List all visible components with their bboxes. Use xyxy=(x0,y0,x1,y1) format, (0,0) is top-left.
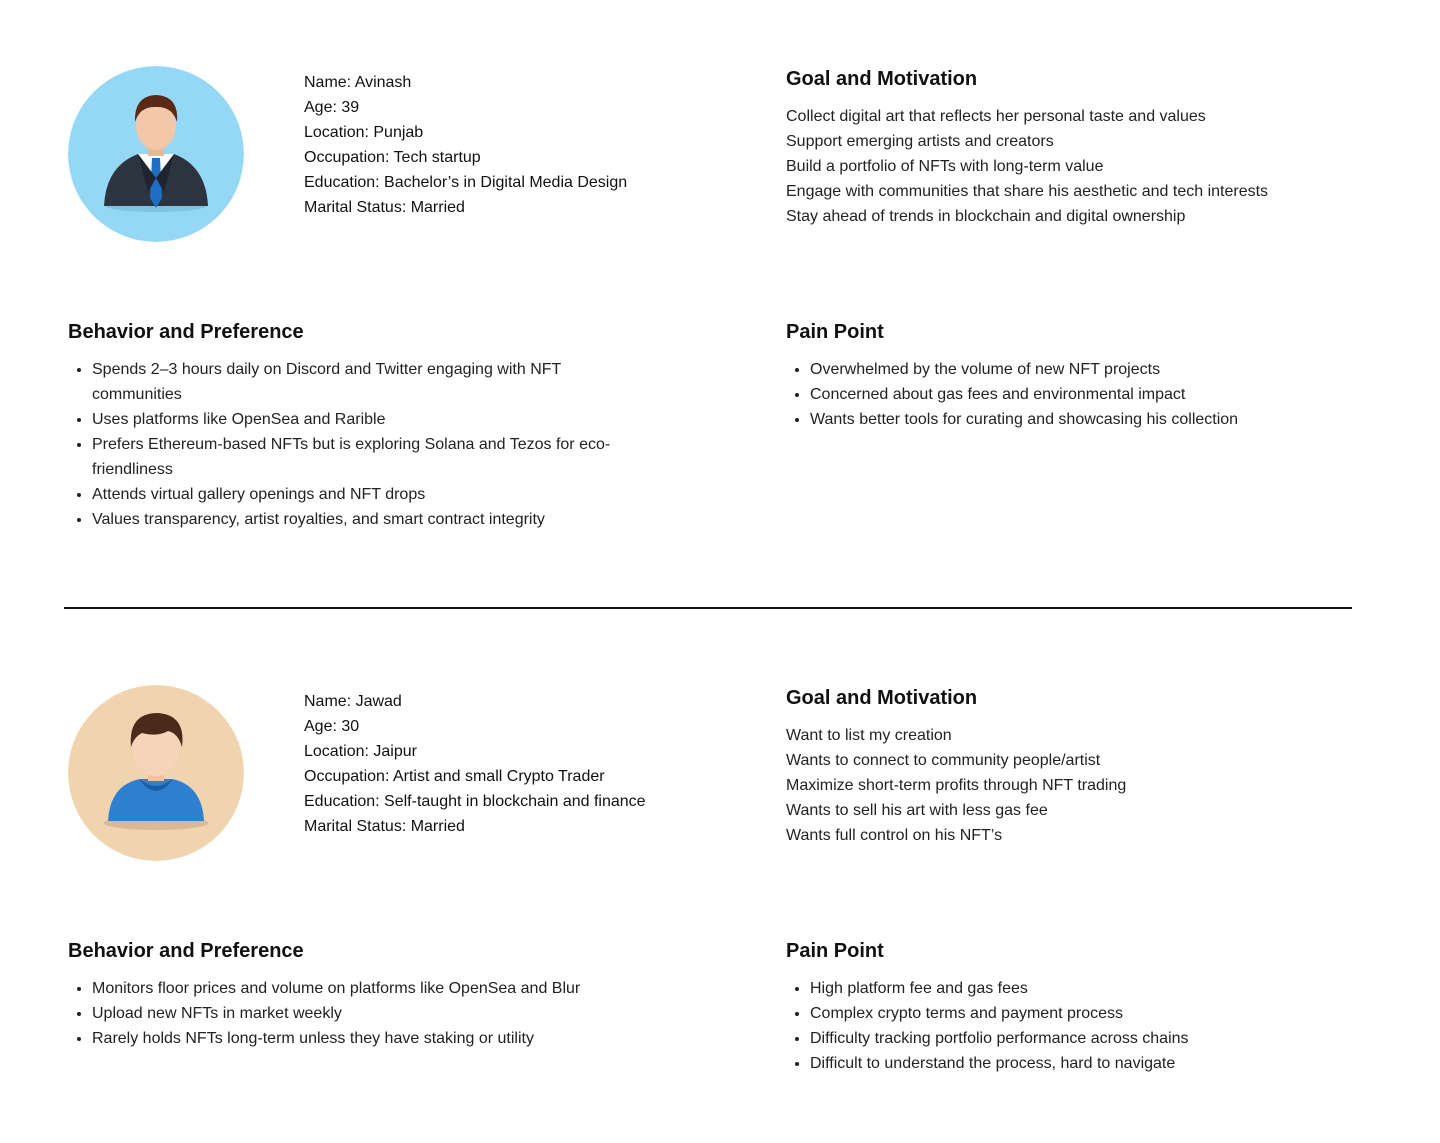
persona-name: Name: Avinash xyxy=(304,74,412,91)
persona-age: Age: 30 xyxy=(304,718,360,735)
pain-item: • Concerned about gas fees and environmental impact xyxy=(810,382,1386,407)
persona-occupation: Occupation: Artist and small Crypto Trader xyxy=(304,768,605,785)
persona-education: Education: Bachelor’s in Digital Media Design xyxy=(304,174,628,191)
persona-education: Education: Self-taught in blockchain and finance xyxy=(304,793,646,810)
pain-item: • Difficulty tracking portfolio performance across chains xyxy=(810,1026,1386,1051)
behavior-heading: Behavior and Preference xyxy=(68,940,304,962)
persona-occupation: Occupation: Tech startup xyxy=(304,149,481,166)
behavior-section xyxy=(68,938,688,1051)
persona-marital-status: Marital Status: Married xyxy=(304,199,465,216)
pain-item: • High platform fee and gas fees xyxy=(810,976,1386,1001)
behavior-item: • Upload new NFTs in market weekly xyxy=(92,1001,688,1026)
goal-item: Stay ahead of trends in blockchain and digital ownership xyxy=(786,208,1186,225)
persona-location: Location: Jaipur xyxy=(304,743,417,760)
goal-item: Want to list my creation xyxy=(786,727,952,744)
behavior-item: • Uses platforms like OpenSea and Rarible xyxy=(92,407,628,432)
goal-item: Wants to connect to community people/artist xyxy=(786,752,1101,769)
behavior-item: • Values transparency, artist royalties, and smart contract integrity xyxy=(92,507,628,532)
goal-section xyxy=(786,66,1268,229)
pain-heading: Pain Point xyxy=(786,940,884,962)
pain-section xyxy=(786,938,1386,1076)
section-divider xyxy=(64,607,1352,609)
persona-location: Location: Punjab xyxy=(304,124,424,141)
pain-section xyxy=(786,319,1386,432)
businessman-avatar-icon xyxy=(68,66,244,242)
behavior-item: • Attends virtual gallery openings and NFT drops xyxy=(92,482,628,507)
persona-name: Name: Jawad xyxy=(304,693,402,710)
goal-item: Wants to sell his art with less gas fee xyxy=(786,802,1048,819)
behavior-item: • Rarely holds NFTs long-term unless they have staking or utility xyxy=(92,1026,688,1051)
pain-item: • Complex crypto terms and payment process xyxy=(810,1001,1386,1026)
goal-section xyxy=(786,685,1126,848)
avatar xyxy=(68,66,244,242)
behavior-item: • Prefers Ethereum-based NFTs but is exploring Solana and Tezos for eco-friendliness xyxy=(92,432,628,482)
pain-heading: Pain Point xyxy=(786,321,884,343)
behavior-item: • Monitors floor prices and volume on platforms like OpenSea and Blur xyxy=(92,976,688,1001)
behavior-item: • Spends 2–3 hours daily on Discord and Twitter engaging with NFT communities xyxy=(92,357,628,407)
pain-item: • Overwhelmed by the volume of new NFT projects xyxy=(810,357,1386,382)
goal-heading: Goal and Motivation xyxy=(786,68,978,90)
persona-info xyxy=(304,689,646,839)
goal-item: Engage with communities that share his aesthetic and tech interests xyxy=(786,183,1269,200)
goal-heading: Goal and Motivation xyxy=(786,687,978,709)
goal-item: Support emerging artists and creators xyxy=(786,133,1054,150)
pain-item: • Wants better tools for curating and showcasing his collection xyxy=(810,407,1386,432)
goal-item: Build a portfolio of NFTs with long-term value xyxy=(786,158,1104,175)
goal-item: Collect digital art that reflects her personal taste and values xyxy=(786,108,1206,125)
user-avatar-icon xyxy=(68,685,244,861)
pain-item: • Difficult to understand the process, hard to navigate xyxy=(810,1051,1386,1076)
behavior-heading: Behavior and Preference xyxy=(68,321,304,343)
behavior-section xyxy=(68,319,628,532)
persona-age: Age: 39 xyxy=(304,99,360,116)
persona-info xyxy=(304,70,627,220)
goal-item: Maximize short-term profits through NFT trading xyxy=(786,777,1127,794)
avatar xyxy=(68,685,244,861)
persona-marital-status: Marital Status: Married xyxy=(304,818,465,835)
goal-item: Wants full control on his NFT’s xyxy=(786,827,1003,844)
